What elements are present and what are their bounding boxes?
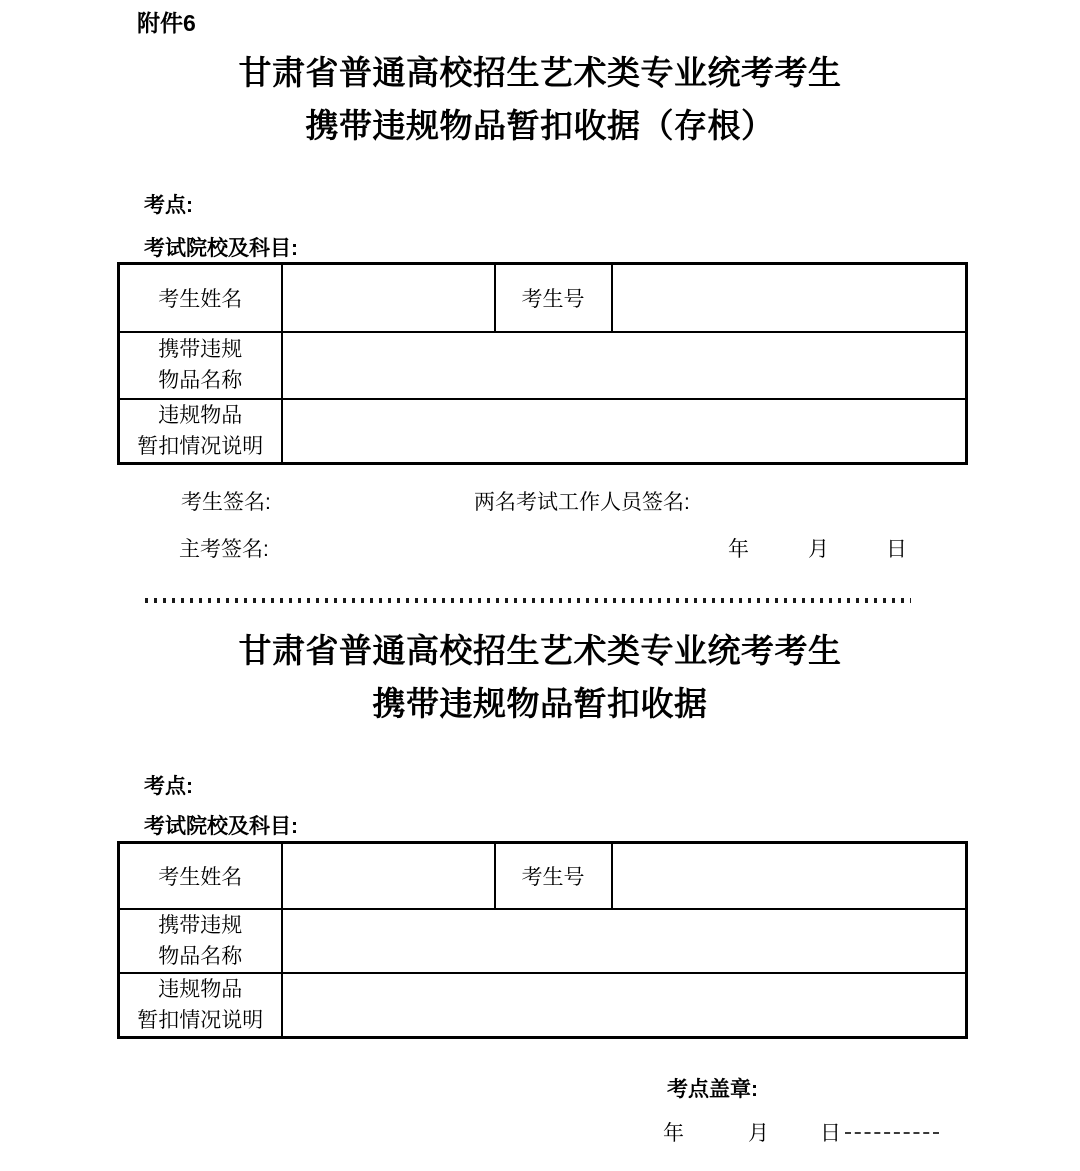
receipt-banned-items-value-cell bbox=[282, 909, 967, 973]
detention-note-label-line1: 违规物品 bbox=[158, 977, 243, 1001]
receipt-candidate-name-label-cell: 考生姓名 bbox=[119, 843, 282, 909]
stub-candidate-no-label-cell: 考生号 bbox=[495, 264, 612, 332]
receipt-exam-site-label: 考点: bbox=[144, 775, 193, 798]
stub-candidate-table bbox=[117, 262, 968, 465]
receipt-date-year-label: 年 bbox=[663, 1122, 684, 1145]
perforation-dotted-line bbox=[145, 598, 911, 603]
stub-title bbox=[0, 46, 1080, 152]
banned-items-label-line1: 携带违规 bbox=[158, 338, 243, 361]
stub-staff-signature-label: 两名考试工作人员签名: bbox=[474, 491, 690, 514]
stub-chief-signature-label: 主考签名: bbox=[179, 538, 269, 561]
receipt-date-day-label: 日 bbox=[820, 1122, 841, 1145]
stub-banned-items-value-cell bbox=[282, 332, 967, 399]
banned-items-label-line2: 物品名称 bbox=[158, 369, 243, 392]
receipt-title-line1: 甘肃省普通高校招生艺术类专业统考考生 bbox=[238, 632, 842, 669]
receipt-school-subject-label: 考试院校及科目: bbox=[144, 815, 298, 838]
table-row bbox=[119, 843, 967, 909]
table-row bbox=[119, 909, 967, 973]
receipt-stamp-label: 考点盖章: bbox=[667, 1078, 758, 1101]
receipt-banned-items-label-cell bbox=[119, 909, 282, 973]
table-row bbox=[119, 973, 967, 1038]
receipt-candidate-table bbox=[117, 841, 968, 1039]
table-row bbox=[119, 332, 967, 399]
stub-date-year-label: 年 bbox=[728, 538, 749, 561]
stub-candidate-no-value-cell bbox=[612, 264, 967, 332]
stub-candidate-signature-label: 考生签名: bbox=[181, 491, 271, 514]
stub-detention-note-value-cell bbox=[282, 399, 967, 464]
stub-candidate-name-value-cell bbox=[282, 264, 495, 332]
stub-banned-items-label-cell bbox=[119, 332, 282, 399]
detention-note-label-line1: 违规物品 bbox=[158, 403, 243, 427]
stub-candidate-name-label-cell: 考生姓名 bbox=[119, 264, 282, 332]
date-dashed-line bbox=[845, 1132, 939, 1134]
detention-note-label-line2: 暂扣情况说明 bbox=[137, 434, 264, 458]
receipt-candidate-no-value-cell bbox=[612, 843, 967, 909]
stub-detention-note-label-cell bbox=[119, 399, 282, 464]
receipt-date-month-label: 月 bbox=[748, 1122, 769, 1145]
stub-title-line2: 携带违规物品暂扣收据（存根） bbox=[305, 107, 775, 144]
banned-items-label-line1: 携带违规 bbox=[158, 913, 243, 937]
attachment-number-label: 附件6 bbox=[137, 10, 196, 36]
receipt-title-line2: 携带违规物品暂扣收据 bbox=[372, 685, 708, 722]
receipt-candidate-name-value-cell bbox=[282, 843, 495, 909]
stub-title-line1: 甘肃省普通高校招生艺术类专业统考考生 bbox=[238, 54, 842, 91]
receipt-title bbox=[0, 624, 1080, 730]
table-row bbox=[119, 264, 967, 332]
stub-school-subject-label: 考试院校及科目: bbox=[144, 237, 298, 260]
receipt-detention-note-value-cell bbox=[282, 973, 967, 1038]
banned-items-label-line2: 物品名称 bbox=[158, 944, 243, 968]
stub-date-month-label: 月 bbox=[808, 538, 829, 561]
stub-date-day-label: 日 bbox=[886, 538, 907, 561]
detention-note-label-line2: 暂扣情况说明 bbox=[137, 1008, 264, 1032]
receipt-detention-note-label-cell bbox=[119, 973, 282, 1038]
table-row bbox=[119, 399, 967, 464]
stub-exam-site-label: 考点: bbox=[144, 194, 193, 217]
receipt-candidate-no-label-cell: 考生号 bbox=[495, 843, 612, 909]
